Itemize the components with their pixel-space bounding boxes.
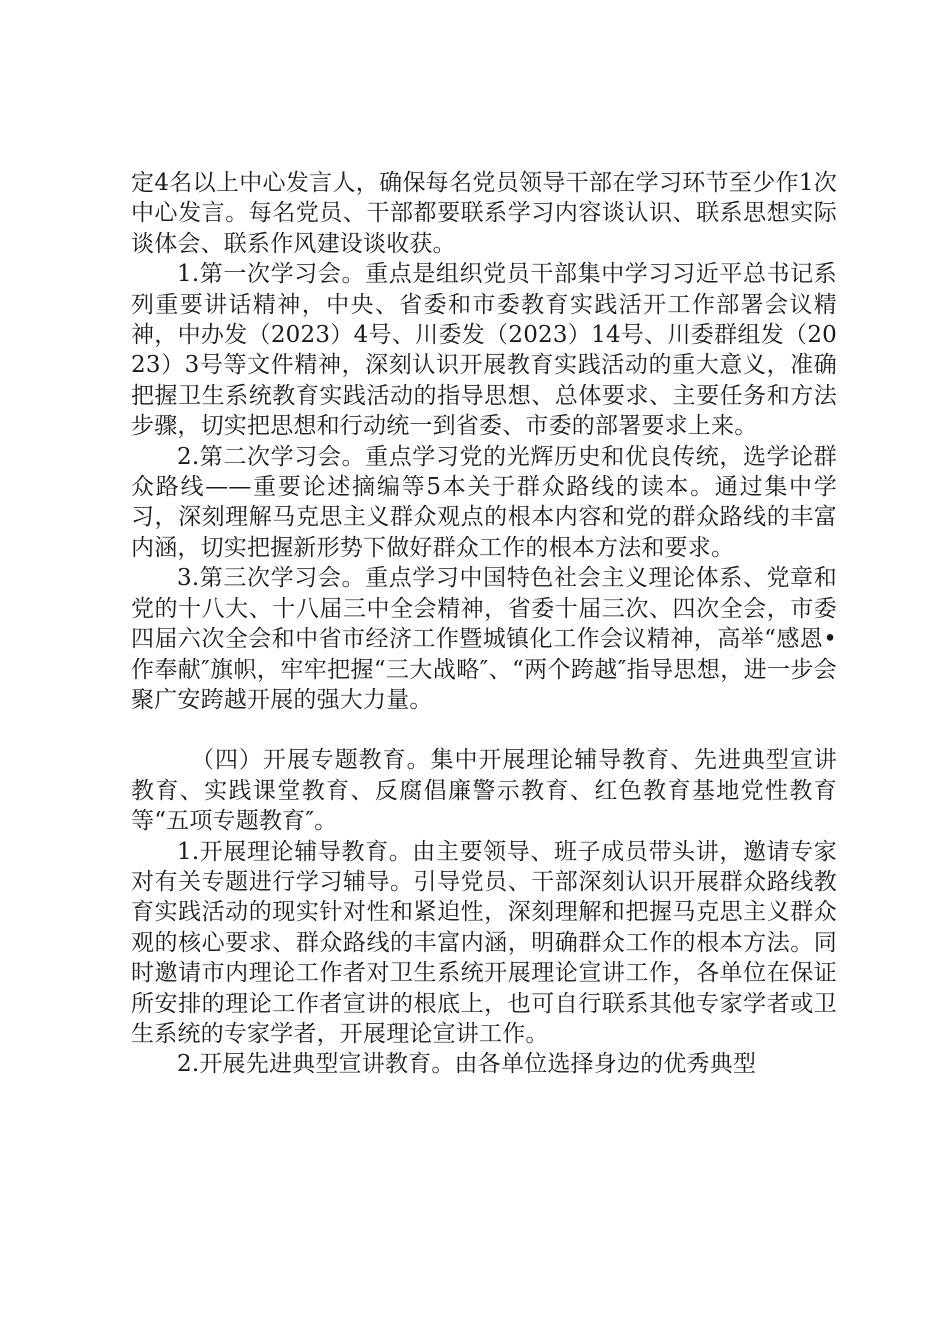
paragraph-first-study-session: 1.第一次学习会。重点是组织党员干部集中学习习近平总书记系列重要讲话精神，中央、省委和市委教育实践活开工作部署会议精神，中办发（2023）4号、川委发（2023）14号、川委群组发（2023）3号等文件精神，深刻认识开展教育实践活动的重大意义，准确把握卫生系统教育实践活动的指导思想、总体要求、主要任务和方法步骤，切实把思想和行动统一到省委、市委的部署要求上来。 bbox=[131, 261, 837, 440]
document-body bbox=[131, 168, 837, 1080]
paragraph-third-study-session: 3.第三次学习会。重点学习中国特色社会主义理论体系、党章和党的十八大、十八届三中全会精神，省委十届三次、四次全会，市委四届六次全会和中省市经济工作暨城镇化工作会议精神，高举“感恩•作奉献″旗帜，牢牢把握“三大战略″、“两个跨越″指导思想，进一步会聚广安跨越开展的强大力量。 bbox=[131, 565, 837, 713]
paragraph-theory-guidance: 1.开展理论辅导教育。由主要领导、班子成员带头讲，邀请专家对有关专题进行学习辅导。引导党员、干部深刻认识开展群众路线教育实践活动的现实针对性和紧迫性，深刻理解和把握马克思主义群众观的核心要求、群众路线的丰富内涵，明确群众工作的根本方法。同时邀请市内理论工作者对卫生系统开展理论宣讲工作，各单位在保证所安排的理论工作者宣讲的根底上，也可自行联系其他专家学者或卫生系统的专家学者，开展理论宣讲工作。 bbox=[131, 838, 837, 1047]
paragraph-model-lectures: 2.开展先进典型宣讲教育。由各单位选择身边的优秀典型 bbox=[177, 1051, 757, 1078]
paragraph-speaker-requirement: 定4名以上中心发言人，确保每名党员领导干部在学习环节至少作1次中心发言。每名党员、干部都要联系学习内容谈认识、联系思想实际谈体会、联系作风建设谈收获。 bbox=[131, 170, 837, 257]
paragraph-special-education-heading: （四）开展专题教育。集中开展理论辅导教育、先进典型宣讲教育、实践课堂教育、反腐倡廉警示教育、红色教育基地党性教育等“五项专题教育″。 bbox=[131, 747, 837, 835]
paragraph-second-study-session: 2.第二次学习会。重点学习党的光辉历史和优良传统，选学论群众路线——重要论述摘编等5本关于群众路线的读本。通过集中学习，深刻理解马克思主义群众观点的根本内容和党的群众路线的丰富内涵，切实把握新形势下做好群众工作的根本方法和要求。 bbox=[131, 443, 837, 561]
